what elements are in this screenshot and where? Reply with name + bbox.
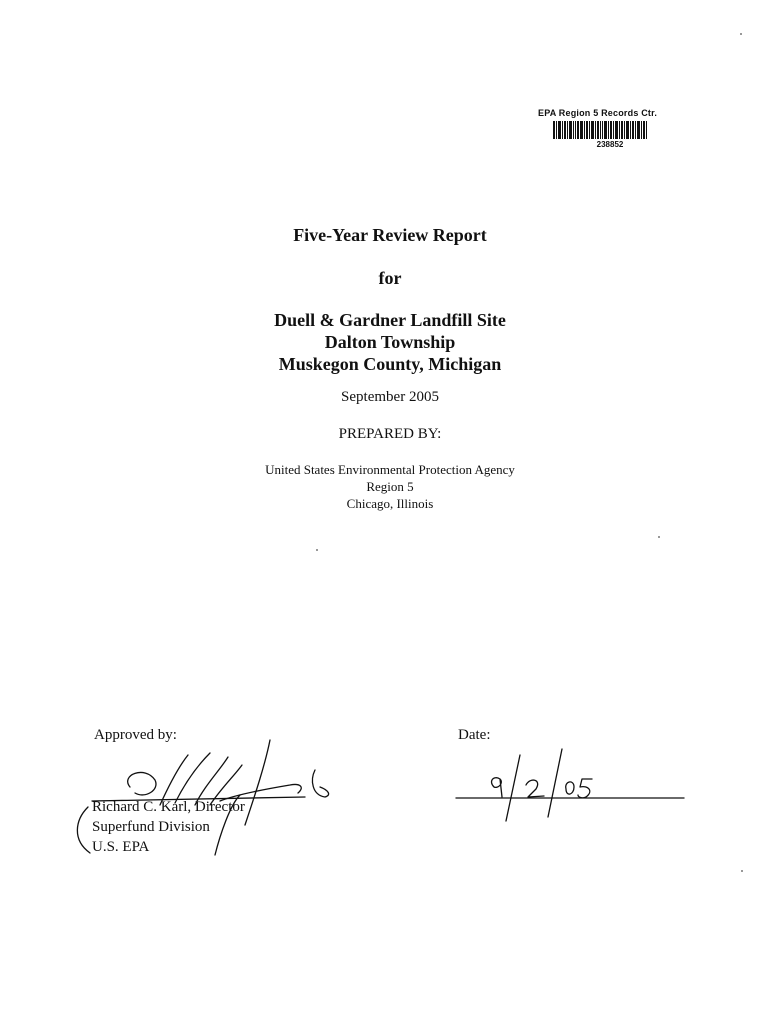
agency-block (0, 461, 770, 512)
stamp-number: 238852 (596, 140, 624, 149)
prepared-by-label: PREPARED BY: (338, 426, 442, 442)
report-date: September 2005 (341, 389, 439, 405)
site-block (0, 309, 770, 375)
barcode-icon (553, 121, 649, 139)
signer-division: Superfund Division (92, 819, 210, 835)
handwritten-signature (60, 735, 350, 860)
approved-by-label: Approved by: (94, 727, 177, 743)
scan-speck (316, 549, 318, 551)
report-title: Five-Year Review Report (293, 225, 487, 245)
site-township: Dalton Township (324, 332, 456, 352)
signer-name: Richard C. Karl, Director (92, 799, 245, 815)
signer-org: U.S. EPA (92, 839, 150, 855)
agency-name: United States Environmental Protection Agency (265, 462, 515, 477)
site-county: Muskegon County, Michigan (278, 354, 502, 374)
scan-speck (658, 536, 660, 538)
stamp-label: EPA Region 5 Records Ctr. (538, 108, 658, 118)
scan-speck (740, 33, 742, 35)
handwritten-date (450, 745, 690, 825)
report-for: for (378, 268, 402, 288)
agency-city: Chicago, Illinois (346, 496, 434, 511)
scan-speck (741, 870, 743, 872)
site-name: Duell & Gardner Landfill Site (274, 310, 506, 330)
records-stamp (536, 108, 666, 149)
agency-region: Region 5 (366, 479, 414, 494)
date-label: Date: (458, 727, 491, 743)
